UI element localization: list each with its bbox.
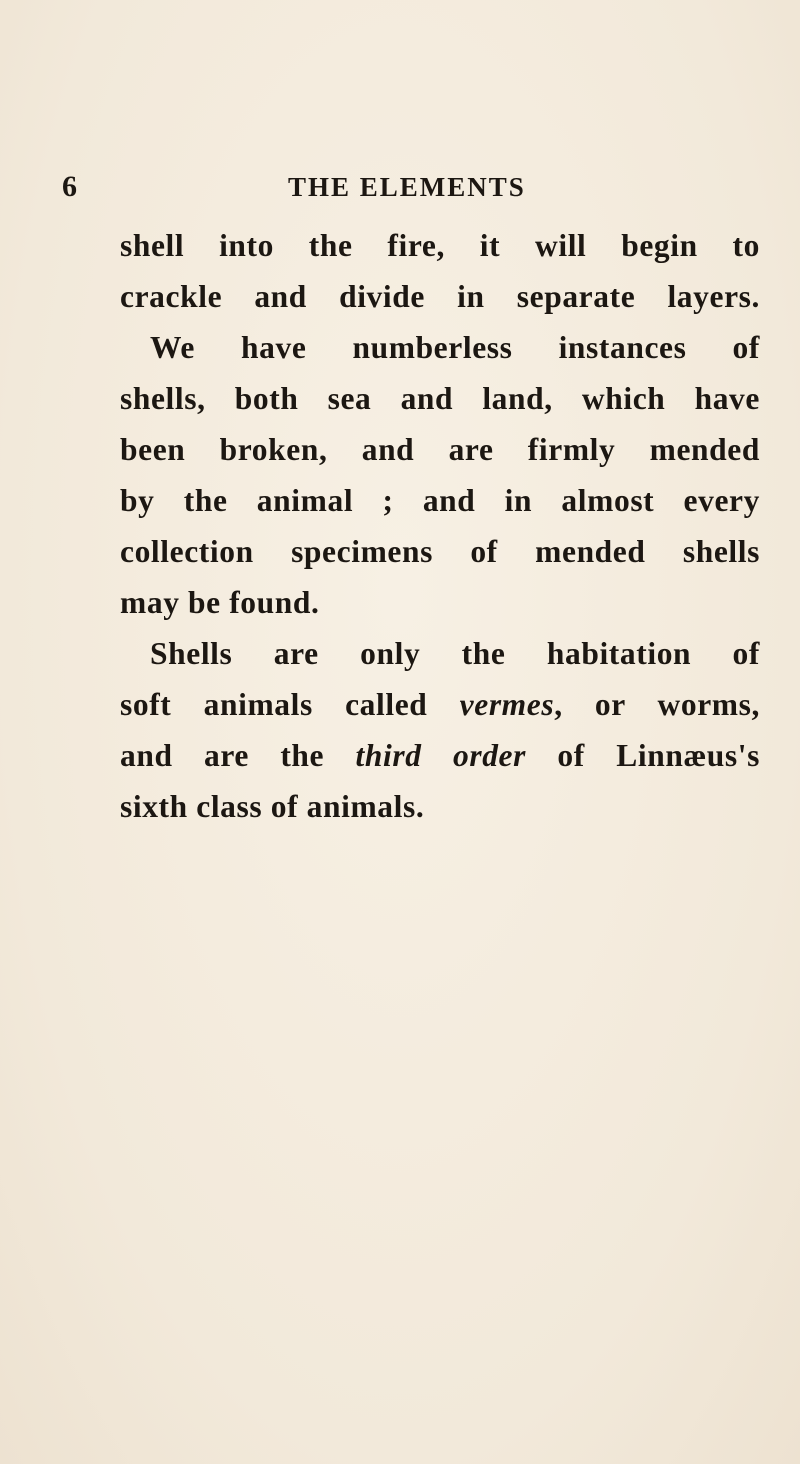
text-line: crackle and divide in separate layers. xyxy=(120,279,760,314)
italic-term-third-order: third order xyxy=(355,738,526,773)
text-line: been broken, and are firmly mended xyxy=(120,432,760,467)
text-line: Shells are only the habitation of xyxy=(150,636,760,671)
text-line xyxy=(120,687,760,723)
text-line: collection specimens of mended shells xyxy=(120,534,760,569)
page-header xyxy=(62,170,762,210)
text-span: of Linnæus's xyxy=(525,738,760,773)
text-line: We have numberless instances of xyxy=(150,330,760,365)
text-span: and are the xyxy=(120,738,356,773)
text-line: shell into the fire, it will begin to xyxy=(120,228,760,263)
text-line: may be found. xyxy=(120,585,320,620)
running-title: THE ELEMENTS xyxy=(288,172,526,202)
text-line xyxy=(120,738,760,774)
text-span: soft animals called xyxy=(120,687,460,722)
text-line: by the animal ; and in almost every xyxy=(120,483,760,518)
text-line: shells, both sea and land, which have xyxy=(120,381,760,416)
page-number: 6 xyxy=(62,170,77,203)
italic-term-vermes: vermes xyxy=(459,687,555,722)
text-span: , or worms, xyxy=(554,687,760,722)
text-line: sixth class of animals. xyxy=(120,789,425,824)
